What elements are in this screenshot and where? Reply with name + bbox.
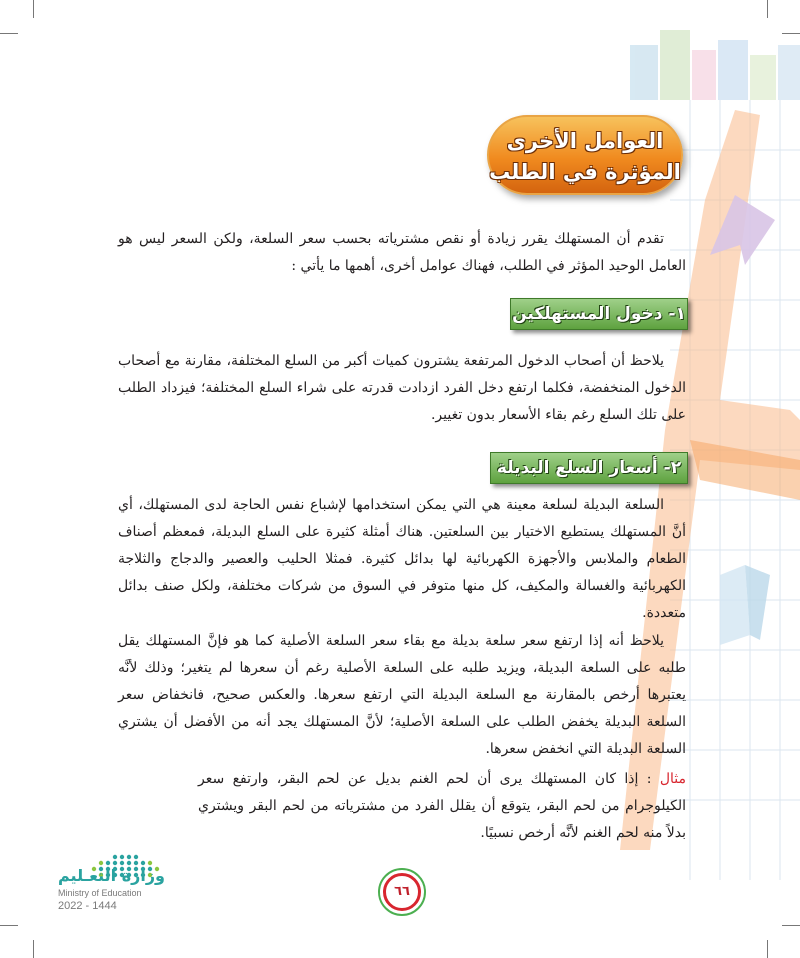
section2-text2: يلاحظ أنه إذا ارتفع سعر سلعة بديلة مع بقاء سعر السلعة الأصلية كما هو فإنَّ المستهلك يقل طلبه على السلعة البديلة، ويزيد طلبه على السلعة الأصلية رغم أن سعرها لم يتغير؛ وذلك لأنَّه يعتبرها أرخص بالمقارنة مع السلعة البديلة التي ارتفع سعرها. والعكس صحيح، فانخفاض سعر السلعة البديلة يخفض الطلب على السلعة الأصلية؛ لأنَّ المستهلك يجد أنه من الأفضل أن يشتري السلعة البديلة التي انخفض سعرها.	[118, 633, 686, 757]
intro-text: تقدم أن المستهلك يقرر زيادة أو نقص مشترياته بحسب سعر السلعة، ولكن السعر ليس هو العامل الوحيد المؤثر في الطلب، فهناك عوامل أخرى، أهمها ما يأتي :	[118, 231, 686, 274]
section2-text1: السلعة البديلة لسلعة معينة هي التي يمكن استخدامها لإشباع نفس الحاجة لدى المستهلك، أي أنَّ المستهلك يستطيع الاختيار بين السلعتين. هناك أمثلة كثيرة على السلع البديلة، فمعظم أصناف الطعام والملابس والأجهزة الكهربائية لها بدائل كثيرة. فمثلا الحليب والعصير والدجاج والثلاجة الكهربائية والغسالة والمكيف، كل منها متوفر في السوق من شركات مختلفة، ولكل صنف بدائل متعددة.	[118, 497, 686, 621]
page-number: ٦٦	[383, 873, 421, 911]
example-text-block	[198, 766, 686, 847]
section2-paragraph2	[118, 628, 686, 763]
crop-mark	[767, 0, 768, 18]
intro-paragraph	[118, 226, 686, 280]
section1-heading: ١- دخول المستهلكين	[510, 298, 688, 330]
crop-mark	[0, 925, 18, 926]
crop-mark	[33, 940, 34, 958]
crop-mark	[0, 33, 18, 34]
lesson-title-badge	[487, 115, 683, 195]
section2-heading: ٢- أسعار السلع البديلة	[490, 452, 688, 484]
section2-paragraph1	[118, 492, 686, 627]
lesson-title-line1: العوامل الأخرى	[506, 129, 664, 153]
crop-mark	[33, 0, 34, 18]
crop-mark	[767, 940, 768, 958]
example-label: مثال	[659, 771, 686, 787]
lesson-title-line2: المؤثرة في الطلب	[489, 160, 681, 184]
skyline-illustration	[630, 30, 800, 100]
crop-mark	[782, 33, 800, 34]
edition-year: 2022 - 1444	[58, 900, 117, 912]
ministry-name-english: Ministry of Education	[58, 888, 142, 898]
example-text: : إذا كان المستهلك يرى أن لحم الغنم بديل عن لحم البقر، وارتفع سعر الكيلوجرام من لحم البقر، يتوقع أن يقلل الفرد من مشترياته من لحم البقر ويشتري بدلاً منه لحم الغنم لأنَّه أرخص نسبيًا.	[198, 771, 686, 841]
section1-text: يلاحظ أن أصحاب الدخول المرتفعة يشترون كميات أكبر من السلع المختلفة، مقارنة مع أصحاب الدخول المنخفضة، فكلما ارتفع دخل الفرد ازدادت قدرته على شراء السلع المختلفة؛ فيزداد الطلب على تلك السلع رغم بقاء الأسعار بدون تغيير.	[118, 353, 686, 423]
example-paragraph	[198, 766, 686, 847]
ministry-name-arabic: وزارة التعـليم	[58, 866, 165, 885]
section1-paragraph	[118, 348, 686, 429]
crop-mark	[782, 925, 800, 926]
